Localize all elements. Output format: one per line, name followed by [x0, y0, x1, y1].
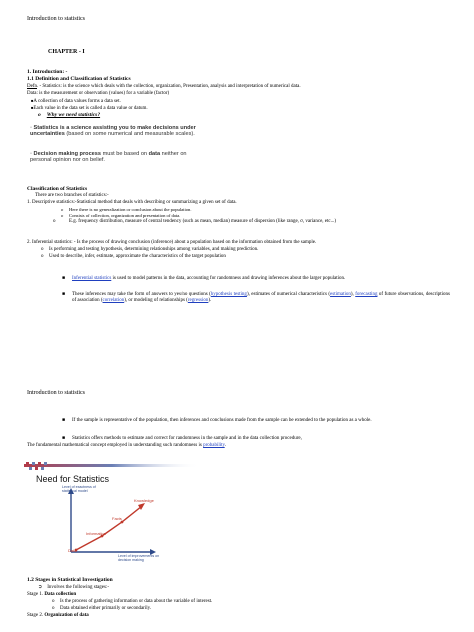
- two-branches: There are two branches of statistics:-: [35, 193, 109, 198]
- probability-link[interactable]: probability: [203, 443, 225, 448]
- need-for-statistics-figure: [24, 462, 200, 568]
- inferential-bullet-2: ■ These inferences may take the form of answers to yes/no questions (hypothesis testing), estimates of numerical characteristics (estimation), forecasting of future observations, descriptions of association (correlation), or modeling of relationships (regression).: [62, 292, 450, 303]
- stage-2: Stage 2. Organization of data: [27, 613, 89, 618]
- dataset-line: ■A collection of data values forms a data set.: [31, 98, 121, 104]
- slide-point-1: ▫ Statistics is a science assisting you to make decisions under uncertainties (based on some numerical and measurable scales).: [30, 125, 196, 138]
- desc-sub-3: o E.g. frequency distribution, measure of central tendency (such as mean, median) measure of dispersion (like range, σ, variance, etc...): [53, 219, 337, 224]
- hypothesis-testing-link[interactable]: hypothesis testing: [210, 292, 247, 297]
- stage-1: Stage 1. Data collection: [27, 592, 77, 597]
- correlation-link[interactable]: correlation: [102, 298, 125, 303]
- definition-line: [27, 84, 301, 90]
- descriptive-item: 1. Descriptive statistics:-Statistical method that deals with describing or summarizing a given set of data.: [27, 200, 237, 205]
- classification-heading: Classification of Statistics: [27, 186, 88, 192]
- involves-line: ➲ Involves the following stages:-: [38, 585, 109, 590]
- slide-bullet-icon: ▫: [30, 151, 32, 157]
- progress-arrow: [76, 506, 142, 550]
- definition-heading: 1.1 Definition and Classification of Statistics: [27, 76, 131, 82]
- inferential-bullet-1: ■ Inferential statistics is used to model patterns in the data, accounting for randomness and drawing inferences about the larger population.: [62, 276, 346, 281]
- desc-sub-1: o Here there is no generalization or conclusion about the population.: [61, 207, 192, 212]
- data-definition: Data: is the measurement or observation (values) for a variable (factor): [27, 91, 170, 96]
- arrow-right-icon: ➲: [38, 585, 43, 590]
- intro-heading: 1. Introduction: -: [27, 69, 68, 75]
- fundamental-concept: The fundamental mathematical concept employed in understanding such randomness is probability.: [27, 443, 226, 448]
- chapter-title: CHAPTER - I: [48, 49, 85, 55]
- regression-link[interactable]: regression: [187, 298, 209, 303]
- label-facts: Facts: [112, 516, 122, 521]
- slide-point-2: ▫ Decision making process must be based on data neither on personal opinion nor on belief.: [30, 151, 187, 164]
- x-axis-label: Level of improvements on decision making: [118, 554, 160, 562]
- label-information: Information: [86, 531, 107, 536]
- stage1-sub-1: o Is the process of gathering information or data about the variable of interest.: [52, 599, 213, 604]
- page-header: Introduction to statistics: [27, 390, 85, 396]
- figure-title: Need for Statistics: [36, 474, 110, 484]
- inferential-item: 2. Inferential statistics: - Is the process of drawing conclusion (inference) about a population based on the information obtained from the sample.: [27, 240, 317, 245]
- forecasting-link[interactable]: forecasting: [355, 292, 378, 297]
- page2-bullet-2: ■ Statistics offers methods to estimate and correct for randomness in the sample and in the data collection procedure,: [62, 436, 302, 441]
- label-knowledge: Knowledge: [134, 498, 154, 503]
- point-facts: [121, 521, 124, 524]
- inf-sub-2: o Used to describe, infer, estimate, approximate the characteristics of the target population: [41, 254, 226, 259]
- slide-bullet-icon: ▫: [30, 125, 32, 131]
- desc-sub-2: o Consists of collection, organization and presentation of data.: [61, 213, 181, 218]
- defn-text: . - Statistics: is the science which deals with the collection, organization, Presentation, analysis and interpretation of numerical data.: [37, 84, 301, 89]
- inferential-statistics-link[interactable]: Inferential statistics: [72, 276, 112, 281]
- inf-sub-1: o Is performing and testing hypothesis, determining relationships among variables, and making prediction.: [41, 247, 259, 252]
- y-axis-label: Level of exactness of statistical model: [62, 485, 96, 493]
- page2-bullet-1: ■ If the sample is representative of the population, then inferences and conclusions made from the sample can be extended to the population as a whole.: [62, 418, 372, 423]
- datum-line: ■Each value in the data set is called a data value or datum.: [31, 105, 148, 111]
- page-header: Introduction to statistics: [27, 16, 85, 22]
- decorative-bar: [24, 462, 200, 470]
- defn-label: Defn: [27, 84, 37, 89]
- estimation-link[interactable]: estimation: [330, 292, 351, 297]
- why-heading: o Why we need statistics?: [38, 112, 101, 118]
- stages-heading: 1.2 Stages in Statistical Investigation: [27, 577, 113, 583]
- stage1-sub-2: o Data obtained either primarily or secondarily.: [52, 606, 152, 611]
- label-data: Data: [68, 548, 77, 553]
